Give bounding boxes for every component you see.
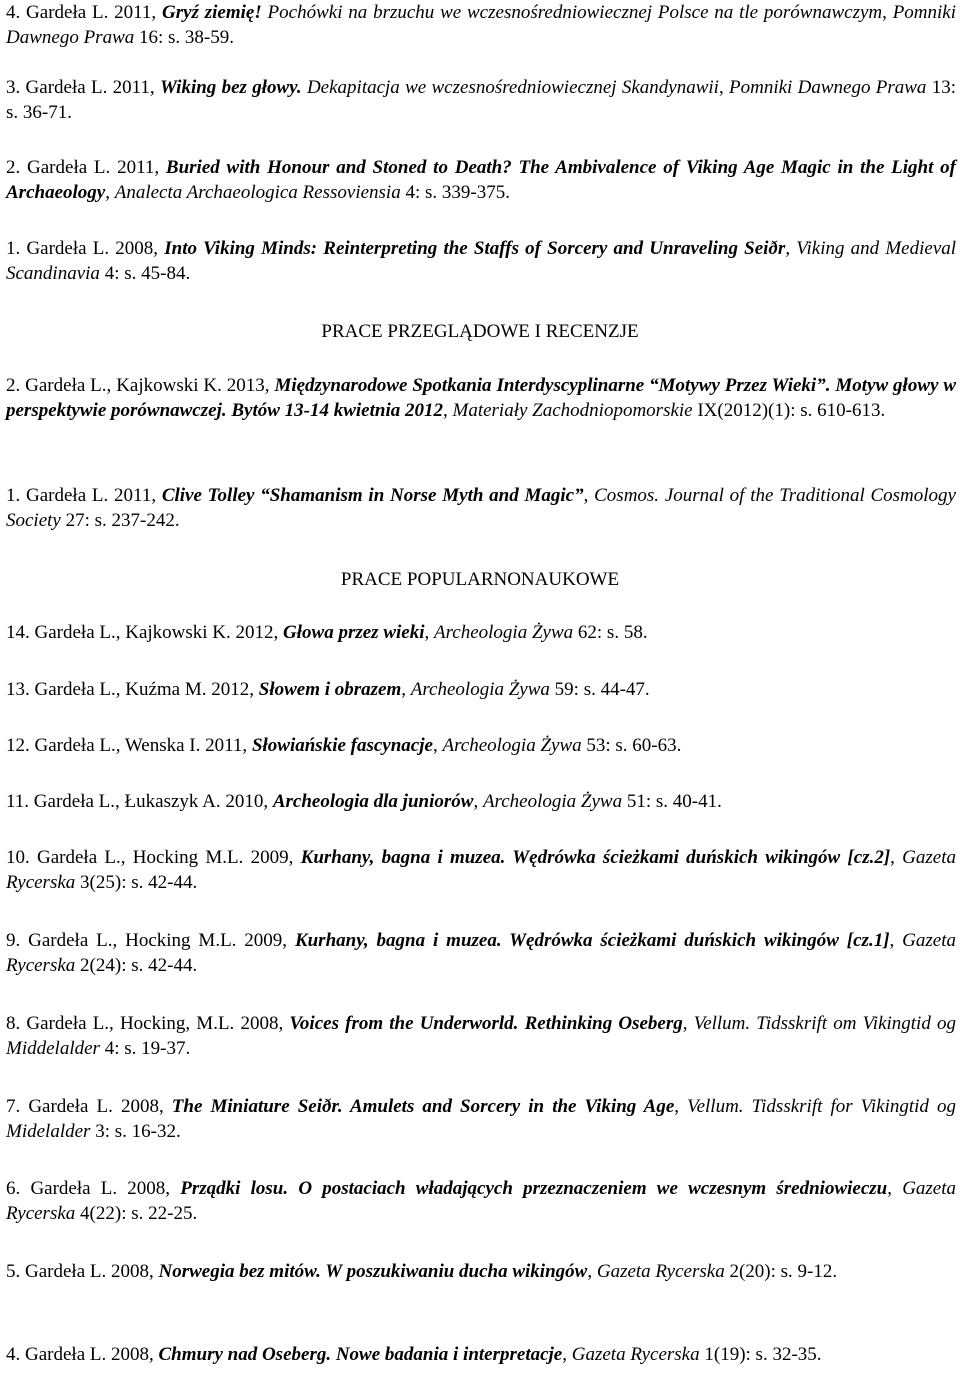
entry-text: 13. Gardeła L., Kuźma M. 2012, [6,679,259,700]
entry-text: 51: s. 40-41. [622,791,722,812]
bibliography-entry [6,1094,956,1144]
entry-journal: Viking and Medieval Scandinavia [6,238,957,284]
entry-text: 3. Gardeła L. 2011, [6,77,160,98]
bibliography-entry [6,236,956,286]
entry-text: 53: s. 60-63. [581,735,682,756]
entry-text: 14. Gardeła L., Kajkowski K. 2012, [6,622,284,643]
entry-text: , [105,182,115,203]
entry-journal: Analecta Archaeologica Ressoviensia [114,182,401,203]
entry-title: Wiking bez głowy. [159,77,307,98]
entry-text: 16: s. 38-59. [134,27,234,48]
bibliography-entry [6,155,956,205]
entry-journal: Cosmos. Journal of the Traditional Cosmology Society [6,485,956,531]
entry-text: 4. Gardeła L. 2011, [6,2,162,23]
entry-title: Kurhany, bagna i muzea. Wędrówka ścieżkami duńskich wikingów [cz.1] [294,930,890,951]
entry-text: 3(25): s. 42-44. [75,872,198,893]
bibliography-entry [6,1176,956,1226]
entry-title: Chmury nad Oseberg. Nowe badania i interpretacje [158,1344,563,1365]
entry-text: 3: s. 16-32. [90,1121,181,1142]
entry-text: , [889,930,903,951]
entry-text: , [587,1261,597,1282]
entry-text: 13: s. 36-71. [6,77,957,123]
entry-text: 62: s. 58. [573,622,648,643]
bibliography-entry [6,928,956,978]
entry-text: , [882,2,893,23]
entry-text: , [473,791,483,812]
entry-text: 4(22): s. 22-25. [75,1203,198,1224]
entry-journal: Gazeta Rycerska [596,1261,725,1282]
entry-text: 12. Gardeła L., Wenska I. 2011, [6,735,252,756]
entry-title: Into Viking Minds: Reinterpreting the Staffs of Sorcery and Unraveling Seiðr [164,238,786,259]
entry-text: 11. Gardeła L., Łukaszyk A. 2010, [6,791,273,812]
entry-text: , [674,1096,688,1117]
entry-journal: Archeologia Żywa [410,679,550,700]
entry-title: Słowem i obrazem [258,679,402,700]
section-heading: PRACE POPULARNONAUKOWE [340,569,620,590]
entry-text: 1(19): s. 32-35. [699,1344,822,1365]
entry-title: Głowa przez wieki [283,622,425,643]
entry-text: 4: s. 339-375. [400,182,510,203]
entry-text: 10. Gardeła L., Hocking M.L. 2009, [6,847,301,868]
entry-title: Kurhany, bagna i muzea. Wędrówka ścieżkami duńskich wikingów [cz.2] [300,847,891,868]
entry-text: , [718,77,730,98]
entry-text: 2(24): s. 42-44. [75,955,198,976]
entry-title: Gryź ziemię! [162,2,268,23]
entry-journal: Materiały Zachodniopomorskie [452,400,693,421]
entry-text: 2. Gardeła L. 2011, [6,157,166,178]
entry-text: 4: s. 45-84. [99,263,191,284]
entry-journal: Gazeta Rycerska [6,847,956,893]
entry-title: Norwegia bez mitów. W poszukiwaniu ducha wikingów [158,1261,588,1282]
entry-text: , [432,735,443,756]
entry-title: Prządki losu. O postaciach władających przeznaczeniem we wczesnym średniowieczu [180,1178,888,1199]
entry-text: 4: s. 19-37. [99,1038,191,1059]
entry-text: 9. Gardeła L., Hocking M.L. 2009, [6,930,295,951]
entry-journal: Gazeta Rycerska [571,1344,700,1365]
entry-text: , [443,400,453,421]
entry-text: 1. Gardeła L. 2008, [6,238,165,259]
entry-text: 7. Gardeła L. 2008, [6,1096,172,1117]
entry-journal: Pomniki Dawnego Prawa [729,77,927,98]
entry-journal: Vellum. Tidsskrift om Vikingtid og Middelalder [6,1013,956,1059]
bibliography-entry [6,845,956,895]
bibliography-entry [6,483,956,533]
entry-text: 1. Gardeła L. 2011, [6,485,162,506]
entry-journal: Pomniki Dawnego Prawa [6,2,957,48]
bibliography-entry [6,733,956,758]
bibliography-entry [6,1342,956,1367]
entry-journal: Pochówki na brzuchu we wczesnośredniowiecznej Polsce na tle porównawczym [267,2,883,23]
entry-text: 2. Gardeła L., Kajkowski K. 2013, [6,375,275,396]
section-heading: PRACE PRZEGLĄDOWE I RECENZJE [321,321,639,342]
entry-journal: Gazeta Rycerska [6,1178,957,1224]
entry-text: , [890,847,903,868]
entry-text: 2(20): s. 9-12. [724,1261,838,1282]
entry-text: 8. Gardeła L., Hocking, M.L. 2008, [6,1013,290,1034]
entry-journal: Archeologia Żywa [442,735,582,756]
entry-text: 27: s. 237-242. [60,510,180,531]
entry-text: IX(2012)(1): s. 610-613. [692,400,886,421]
bibliography-entry [6,1259,956,1284]
entry-journal: Gazeta Rycerska [6,930,956,976]
entry-title: The Miniature Seiðr. Amulets and Sorcery in the Viking Age [171,1096,675,1117]
entry-text: , [424,622,434,643]
entry-journal: Dekapitacja we wczesnośredniowiecznej Skandynawii [306,77,719,98]
bibliography-entry [6,1011,956,1061]
entry-text: 59: s. 44-47. [549,679,650,700]
entry-title: Clive Tolley “Shamanism in Norse Myth and Magic” [161,485,584,506]
bibliography-entry [6,789,956,814]
bibliography-entry [6,620,956,645]
entry-journal: Archeologia Żywa [482,791,623,812]
entry-text: , [401,679,411,700]
entry-text: , [682,1013,694,1034]
entry-text: 4. Gardeła L. 2008, [6,1344,159,1365]
entry-text: , [887,1178,903,1199]
bibliography-entry [6,0,956,50]
entry-text: 5. Gardeła L. 2008, [6,1261,159,1282]
entry-title: Voices from the Underworld. Rethinking Oseberg [289,1013,683,1034]
entry-text: , [562,1344,572,1365]
entry-title: Buried with Honour and Stoned to Death? The Ambivalence of Viking Age Magic in the Light of Archaeology [6,157,956,203]
bibliography-entry [6,373,956,423]
entry-journal: Archeologia Żywa [433,622,574,643]
bibliography-entry [6,75,956,125]
entry-title: Słowiańskie fascynacje [251,735,433,756]
entry-title: Archeologia dla juniorów [272,791,474,812]
entry-text: , [785,238,797,259]
bibliography-entry [6,677,956,702]
entry-journal: Vellum. Tidsskrift for Vikingtid og Midelalder [6,1096,956,1142]
entry-text: 6. Gardeła L. 2008, [6,1178,181,1199]
entry-text: , [583,485,595,506]
entry-title: Międzynarodowe Spotkania Interdyscyplinarne “Motywy Przez Wieki”. Motyw głowy w perspektywie porównawczej. Bytów 13-14 kwietnia 2012 [6,375,957,421]
